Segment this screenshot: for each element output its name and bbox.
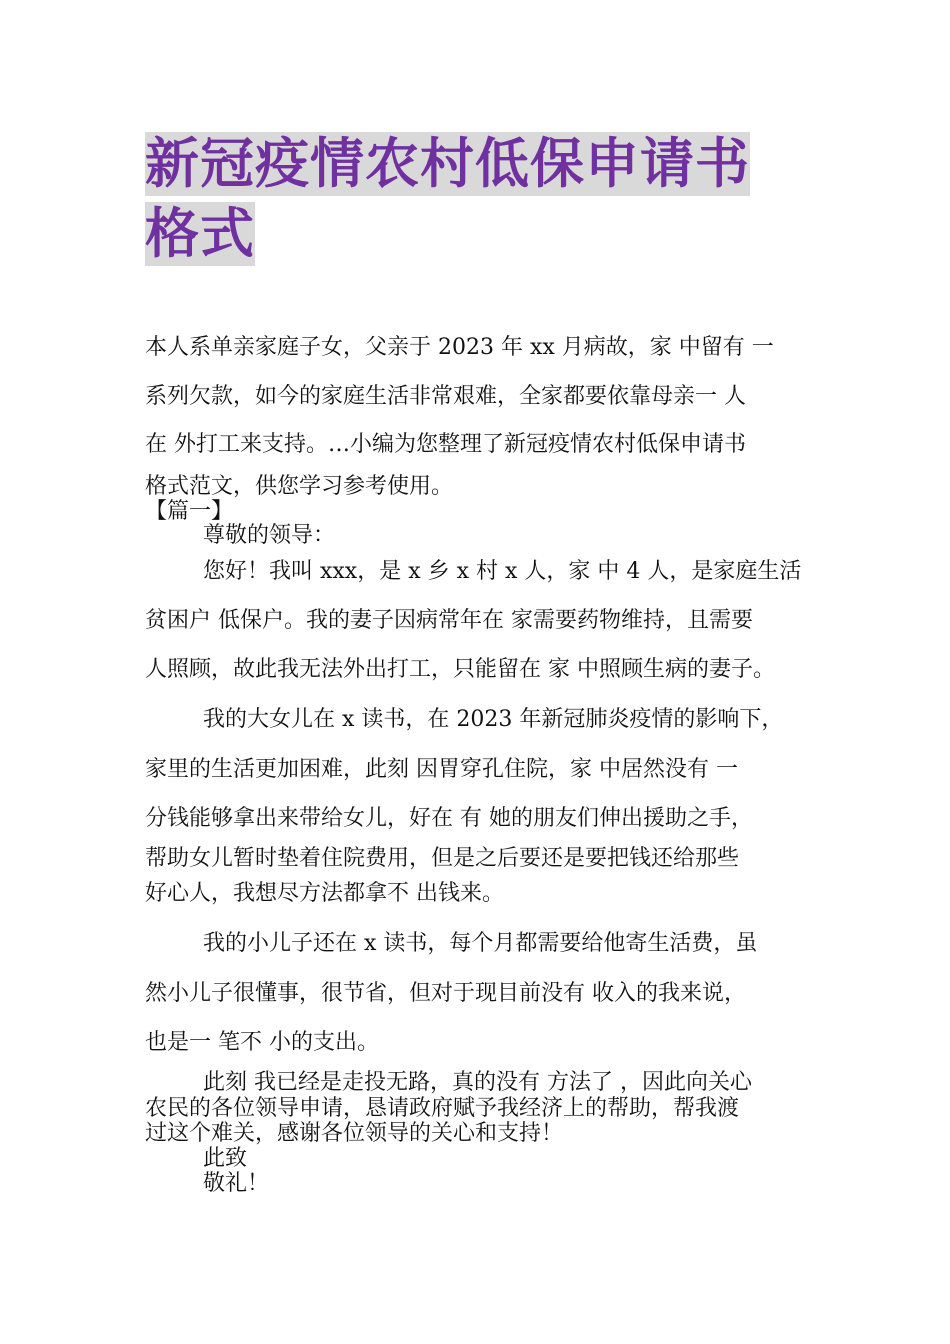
paragraph-line: 好心人，我想尽方法都拿不 出钱来。 bbox=[145, 881, 504, 906]
paragraph-line: 然小儿子很懂事，很节省，但对于现目前没有 收入的我来说， bbox=[145, 981, 746, 1006]
paragraph-line: 我的小儿子还在 x 读书，每个月都需要给他寄生活费，虽 bbox=[203, 931, 758, 956]
paragraph-line: 我的大女儿在 x 读书，在 2023 年新冠肺炎疫情的影响下， bbox=[203, 707, 784, 732]
closing-line: 此致 bbox=[203, 1146, 248, 1171]
intro-line: 在 外打工来支持。…小编为您整理了新冠疫情农村低保申请书 bbox=[145, 432, 746, 457]
document-title-line-2: 格式 bbox=[145, 202, 255, 265]
salutation: 尊敬的领导： bbox=[203, 523, 336, 548]
intro-line: 系列欠款，如今的家庭生活非常艰难，全家都要依靠母亲一 人 bbox=[145, 384, 746, 409]
closing-line: 敬礼！ bbox=[203, 1171, 270, 1196]
paragraph-line: 人照顾，故此我无法外出打工，只能留在 家 中照顾生病的妻子。 bbox=[145, 657, 775, 682]
paragraph-line: 此刻 我已经是走投无路，真的没有 方法了 ，因此向关心 bbox=[203, 1070, 752, 1095]
intro-line: 格式范文，供您学习参考使用。 bbox=[145, 474, 454, 499]
intro-line: 本人系单亲家庭子女，父亲于 2023 年 xx 月病故，家 中留有 一 bbox=[145, 335, 774, 360]
document-title-line-1: 新冠疫情农村低保申请书 bbox=[145, 132, 750, 195]
paragraph-line: 您好！我叫 xxx，是 x 乡 x 村 x 人，家 中 4 人，是家庭生活 bbox=[203, 559, 802, 584]
paragraph-line: 也是一 笔不 小的支出。 bbox=[145, 1030, 379, 1055]
section-label: 【篇一】 bbox=[145, 499, 234, 524]
paragraph-line: 过这个难关，感谢各位领导的关心和支持！ bbox=[145, 1121, 564, 1146]
paragraph-line: 帮助女儿暂时垫着住院费用，但是之后要还是要把钱还给那些 bbox=[145, 846, 740, 871]
paragraph-line: 贫困户 低保户。我的妻子因病常年在 家需要药物维持，且需要 bbox=[145, 608, 753, 633]
paragraph-line: 家里的生活更加困难，此刻 因胃穿孔住院，家 中居然没有 一 bbox=[145, 757, 738, 782]
paragraph-line: 分钱能够拿出来带给女儿，好在 有 她的朋友们伸出援助之手， bbox=[145, 806, 753, 831]
paragraph-line: 农民的各位领导申请，恳请政府赋予我经济上的帮助，帮我渡 bbox=[145, 1096, 740, 1121]
